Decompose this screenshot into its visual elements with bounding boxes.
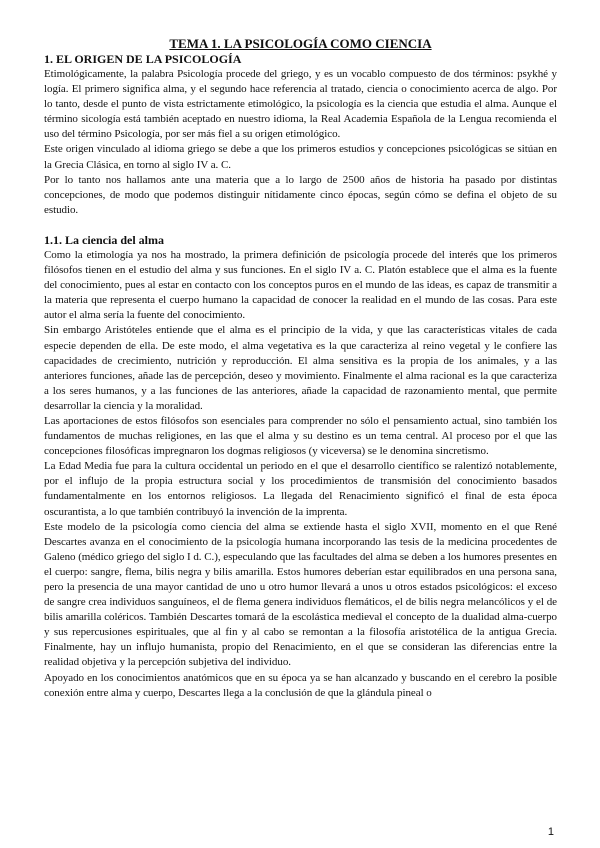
paragraph: La Edad Media fue para la cultura occidental un periodo en el que el desarrollo científico se ralentizó notablemente, por el influjo de la propia estructura social y los procedimientos de transmisión del conocimiento basados fundamentalmente en los entornos religiosos. La llegada del Renacimiento significó el final de esta época oscurantista, a lo que también contribuyó la invención de la imprenta. [44,460,557,518]
paragraph: Este modelo de la psicología como ciencia del alma se extiende hasta el siglo XVII, momento en el que René Descartes avanza en el conocimiento de la psicología humana incorporando las tesis de la medicina procedentes de Galeno (médico griego del siglo I d. C.), especulando que las facultades del alma se deben a los humores presentes en el cuerpo: sangre, flema, bilis negra y bilis amarilla. Estos humores deberían estar equilibrados en una persona sana, pero la presencia de una mayor cantidad de uno u otro humor llevará a unos u otros estados psicológicos: el exceso de sangre crea individuos sanguíneos, el de flema genera individuos flemáticos, el de bilis negra melancólicos y el de bilis amarilla coléricos. También Descartes tomará de la escolástica medieval el concepto de la dualidad alma-cuerpo y sus repercusiones espirituales, que al fin y al cabo se remontan a la filosofía aristotélica de la antigua Grecia. Finalmente, hay un influjo humanista, propio del Renacimiento, en el que se consideran las diferencias entre la realidad objetiva y la percepción subjetiva del individuo. [44,520,557,669]
page-number: 1 [547,826,554,838]
paragraph: Este origen vinculado al idioma griego se debe a que los primeros estudios y concepciones psicológicas se sitúan en la Grecia Clásica, en torno al siglo IV a. C. [44,143,557,171]
paragraph: Apoyado en los conocimientos anatómicos que en su época ya se han alcanzado y buscando en el cerebro la posible conexión entre alma y cuerpo, Descartes llega a la conclusión de que la glándula pineal o [44,671,557,699]
page-title: TEMA 1. LA PSICOLOGÍA COMO CIENCIA [169,36,432,51]
paragraph: Sin embargo Aristóteles entiende que el alma es el principio de la vida, y que las características vitales de cada especie dependen de ella. De este modo, el alma vegetativa es la que caracteriza al reino vegetal y le confiere las capacidades de crecimiento, nutrición y reproducción. El alma sensitiva es la propia de los animales, y a las anteriores funciones, añade las de percepción, deseo y movimiento. Finalmente el alma racional es la que caracteriza a los seres humanos, y a las funciones de las anteriores, añade la capacidad de razonamiento mental, que permite desarrollar la ciencia y la moralidad. [44,324,557,412]
paragraph: Como la etimología ya nos ha mostrado, la primera definición de psicología procede del interés que los primeros filósofos tienen en el estudio del alma y sus funciones. En el siglo IV a. C. Platón establece que el alma es la fuente del conocimiento, pues al estar en contacto con los conceptos puros en el mundo de las ideas, es capaz de transmitir a la materia que representa el cuerpo humano la capacidad de conocer la realidad en el mundo de las cosas. Para este autor el alma sería la fuente del conocimiento. [44,248,557,322]
paragraph: Etimológicamente, la palabra Psicología procede del griego, y es un vocablo compuesto de dos términos: psykhé y logía. El primero significa alma, y el segundo hace referencia al tratado, ciencia o conocimiento acerca de algo. Por lo tanto, desde el punto de vista estrictamente etimológico, la psicología es la ciencia que estudia el alma. Aunque el término sicología está también aceptado en nuestro idioma, la Real Academia Española de la Lengua recomienda el uso del término Psicología, por ser más fiel a su origen etimológico. [44,68,557,141]
paragraph: Las aportaciones de estos filósofos son esenciales para comprender no sólo el pensamiento actual, sino también los fundamentos de muchas religiones, en las que el alma y su destino es un tema central. Al proceso por el que las concepciones filosóficas impregnaron los dogmas religiosos (y viceversa) se le denomina sincretismo. [44,414,557,458]
subsection-heading-soul: 1.1. La ciencia del alma [44,232,164,247]
document-page [44,36,557,701]
paragraph: Por lo tanto nos hallamos ante una materia que a lo largo de 2500 años de historia ha pasado por distintas concepciones, de modo que podemos distinguir nítidamente cinco épocas, según cómo se defina el objeto de su estudio. [44,173,557,216]
section-spacer [44,218,557,233]
section-heading-origin: 1. EL ORIGEN DE LA PSICOLOGÍA [44,52,242,66]
